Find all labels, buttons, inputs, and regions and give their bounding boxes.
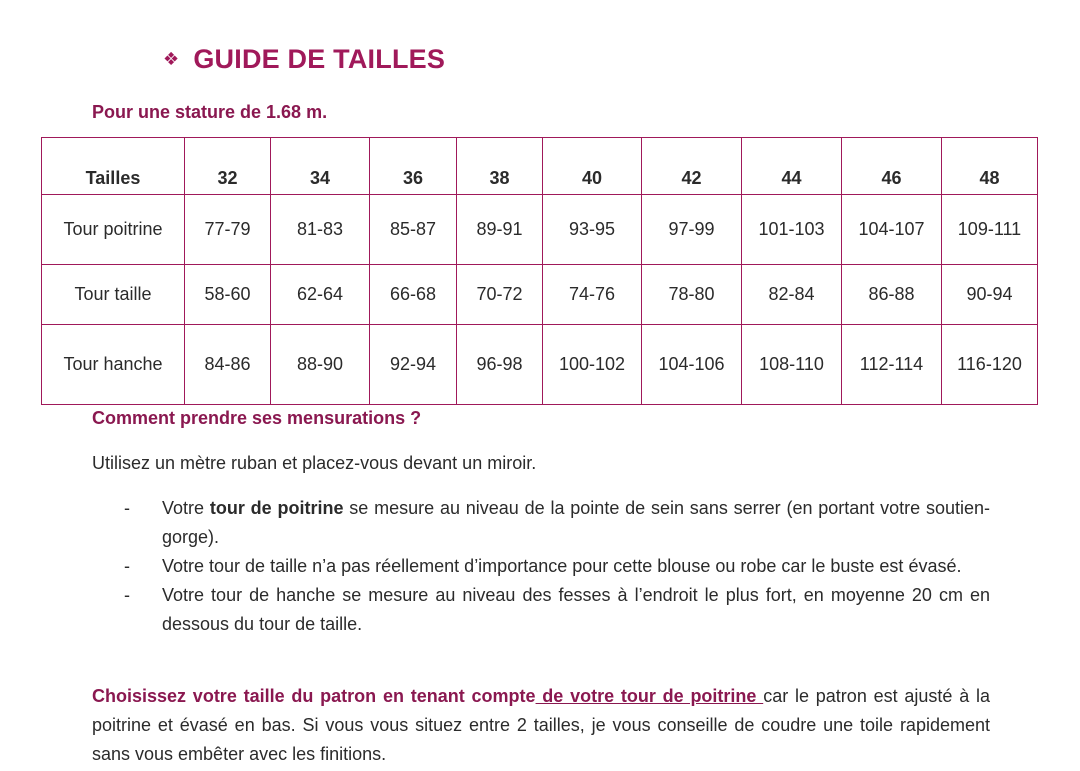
howto-intro: Utilisez un mètre ruban et placez-vous devant un miroir. [92,453,537,473]
tip-text: Votre tour de hanche se mesure au niveau des fesses à l’endroit le plus fort, en moyenne 20 cm en dessous du tour de taille. [162,585,990,634]
table-row [42,325,1038,405]
dash-bullet: - [124,498,130,518]
table-cell: 108-110 [742,325,842,405]
size-36: 36 [370,138,457,195]
size-32: 32 [185,138,271,195]
table-cell: 82-84 [742,265,842,325]
row-label-tour-poitrine: Tour poitrine [42,195,185,265]
table-cell: 90-94 [942,265,1038,325]
table-cell: 78-80 [642,265,742,325]
size-34: 34 [271,138,370,195]
table-cell: 86-88 [842,265,942,325]
tip-bold: tour de poitrine [209,498,344,518]
table-cell: 89-91 [457,195,543,265]
header-label: Tailles [42,138,185,195]
table-row [42,195,1038,265]
table-cell: 104-107 [842,195,942,265]
size-48: 48 [942,138,1038,195]
table-cell: 58-60 [185,265,271,325]
size-38: 38 [457,138,543,195]
table-cell: 116-120 [942,325,1038,405]
table-cell: 92-94 [370,325,457,405]
diamond-bullet-icon: ❖ [163,49,180,69]
size-table [41,137,1038,405]
table-cell: 66-68 [370,265,457,325]
table-cell: 93-95 [543,195,642,265]
table-cell: 101-103 [742,195,842,265]
page-title [163,44,445,75]
dash-bullet: - [124,585,130,605]
size-46: 46 [842,138,942,195]
size-42: 42 [642,138,742,195]
row-label-tour-hanche: Tour hanche [42,325,185,405]
table-cell: 62-64 [271,265,370,325]
howto-heading: Comment prendre ses mensurations ? [92,408,422,428]
size-header-row [42,138,1038,195]
table-cell: 85-87 [370,195,457,265]
table-cell: 81-83 [271,195,370,265]
conclusion-paragraph [92,682,990,769]
list-item [124,581,990,639]
table-row [42,265,1038,325]
table-cell: 100-102 [543,325,642,405]
table-cell: 84-86 [185,325,271,405]
page-title-text: GUIDE DE TAILLES [193,44,446,74]
list-item [124,552,990,581]
dash-bullet: - [124,556,130,576]
conclusion-bold: Choisissez votre taille du patron en tenant compte [92,686,536,706]
table-cell: 97-99 [642,195,742,265]
conclusion-rest: car le patron est ajusté à la poitrine et évasé en bas. Si vous vous situez entre 2 tailles, je vous conseille de coudre une toile rapidement sans vous embêter avec les finitions. [92,686,991,764]
table-cell: 70-72 [457,265,543,325]
table-cell: 74-76 [543,265,642,325]
tip-text: se mesure au niveau de la pointe de sein sans serrer (en portant votre soutien-gorge). [162,498,991,547]
table-cell: 112-114 [842,325,942,405]
list-item [124,494,990,552]
size-44: 44 [742,138,842,195]
table-cell: 96-98 [457,325,543,405]
table-cell: 104-106 [642,325,742,405]
measurement-tips-list [124,494,990,639]
conclusion-underlined: de votre tour de poitrine [535,686,764,706]
table-cell: 88-90 [271,325,370,405]
table-cell: 77-79 [185,195,271,265]
row-label-tour-taille: Tour taille [42,265,185,325]
size-40: 40 [543,138,642,195]
tip-text: Votre [162,498,210,518]
stature-note: Pour une stature de 1.68 m. [92,102,328,122]
table-cell: 109-111 [942,195,1038,265]
tip-text: Votre tour de taille n’a pas réellement d’importance pour cette blouse ou robe car le buste est évasé. [162,556,962,576]
